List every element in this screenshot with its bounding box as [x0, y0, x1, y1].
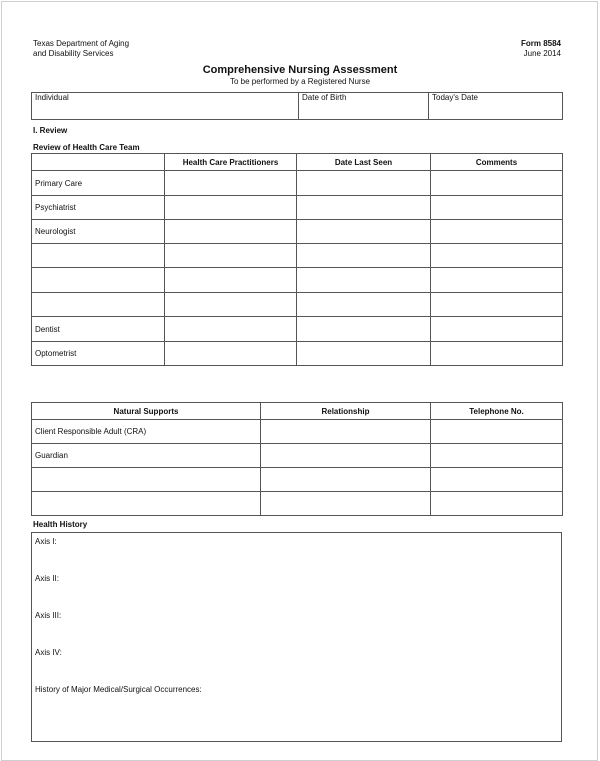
date-of-birth-label: Date of Birth: [302, 93, 347, 102]
relationship-cell[interactable]: [261, 492, 431, 516]
row-label: Psychiatrist: [32, 196, 165, 220]
table-row: [32, 268, 563, 293]
comments-cell[interactable]: [431, 293, 563, 317]
practitioner-cell[interactable]: [165, 171, 297, 196]
telephone-cell[interactable]: [431, 444, 563, 468]
axis-2-label: Axis II:: [35, 574, 60, 583]
comments-cell[interactable]: [431, 244, 563, 268]
table-row: [32, 444, 563, 468]
table-row: [32, 317, 563, 342]
table-header-row: [32, 403, 563, 420]
health-care-team-table: [31, 153, 563, 366]
table-row: [32, 244, 563, 268]
date-last-seen-cell[interactable]: [297, 196, 431, 220]
row-label[interactable]: [32, 244, 165, 268]
practitioner-cell[interactable]: [165, 220, 297, 244]
practitioner-cell[interactable]: [165, 317, 297, 342]
agency-line-1: Texas Department of Aging: [33, 39, 130, 48]
table-row: [32, 171, 563, 196]
form-number: Form 8584: [520, 39, 561, 48]
column-header-date-last-seen: Date Last Seen: [297, 154, 431, 171]
table-row: [32, 342, 563, 366]
date-last-seen-cell[interactable]: [297, 342, 431, 366]
agency-line-2: and Disability Services: [33, 49, 114, 58]
practitioner-cell[interactable]: [165, 293, 297, 317]
individual-field[interactable]: [32, 93, 299, 120]
comments-cell[interactable]: [431, 220, 563, 244]
relationship-cell[interactable]: [261, 468, 431, 492]
row-label: Optometrist: [32, 342, 165, 366]
column-header-role: [32, 154, 165, 171]
telephone-cell[interactable]: [431, 420, 563, 444]
date-last-seen-cell[interactable]: [297, 268, 431, 293]
comments-cell[interactable]: [431, 196, 563, 220]
row-label: Dentist: [32, 317, 165, 342]
date-last-seen-cell[interactable]: [297, 293, 431, 317]
major-history-label: History of Major Medical/Surgical Occurrences:: [35, 685, 202, 694]
row-label[interactable]: [32, 268, 165, 293]
individual-label: Individual: [35, 93, 69, 102]
row-label: Primary Care: [32, 171, 165, 196]
practitioner-cell[interactable]: [165, 196, 297, 220]
table-row: [32, 220, 563, 244]
telephone-cell[interactable]: [431, 492, 563, 516]
form-number-block: [521, 39, 561, 59]
natural-supports-table: [31, 402, 563, 516]
date-last-seen-cell[interactable]: [297, 171, 431, 196]
table-row: [32, 293, 563, 317]
column-header-practitioners: Health Care Practitioners: [165, 154, 297, 171]
comments-cell[interactable]: [431, 268, 563, 293]
row-label[interactable]: [32, 293, 165, 317]
date-last-seen-cell[interactable]: [297, 220, 431, 244]
table-row: [32, 468, 563, 492]
support-name-cell[interactable]: [32, 492, 261, 516]
table-header-row: [32, 154, 563, 171]
health-history-title: Health History: [33, 520, 88, 529]
column-header-natural-supports: Natural Supports: [32, 403, 261, 420]
practitioner-cell[interactable]: [165, 268, 297, 293]
form-title: Comprehensive Nursing Assessment: [202, 64, 398, 76]
comments-cell[interactable]: [431, 317, 563, 342]
table-row: [32, 420, 563, 444]
column-header-comments: Comments: [431, 154, 563, 171]
support-name-cell: Guardian: [32, 444, 261, 468]
form-subtitle: To be performed by a Registered Nurse: [229, 77, 371, 86]
axis-3-label: Axis III:: [35, 611, 62, 620]
comments-cell[interactable]: [431, 171, 563, 196]
section-review-title: I. Review: [33, 126, 68, 135]
todays-date-field[interactable]: [429, 93, 563, 120]
column-header-relationship: Relationship: [261, 403, 431, 420]
practitioner-cell[interactable]: [165, 342, 297, 366]
agency-name: [33, 39, 129, 59]
date-last-seen-cell[interactable]: [297, 244, 431, 268]
support-name-cell[interactable]: [32, 468, 261, 492]
form-date: June 2014: [523, 49, 561, 58]
date-of-birth-field[interactable]: [299, 93, 429, 120]
axis-4-label: Axis IV:: [35, 648, 62, 657]
table-row: [32, 492, 563, 516]
relationship-cell[interactable]: [261, 420, 431, 444]
health-history-box[interactable]: [31, 532, 562, 742]
health-care-team-title: Review of Health Care Team: [33, 143, 140, 152]
todays-date-label: Today's Date: [432, 93, 478, 102]
identification-table: [31, 92, 563, 120]
row-label: Neurologist: [32, 220, 165, 244]
support-name-cell: Client Responsible Adult (CRA): [32, 420, 261, 444]
axis-1-label: Axis I:: [35, 537, 57, 546]
relationship-cell[interactable]: [261, 444, 431, 468]
comments-cell[interactable]: [431, 342, 563, 366]
telephone-cell[interactable]: [431, 468, 563, 492]
practitioner-cell[interactable]: [165, 244, 297, 268]
column-header-telephone: Telephone No.: [431, 403, 563, 420]
date-last-seen-cell[interactable]: [297, 317, 431, 342]
table-row: [32, 196, 563, 220]
